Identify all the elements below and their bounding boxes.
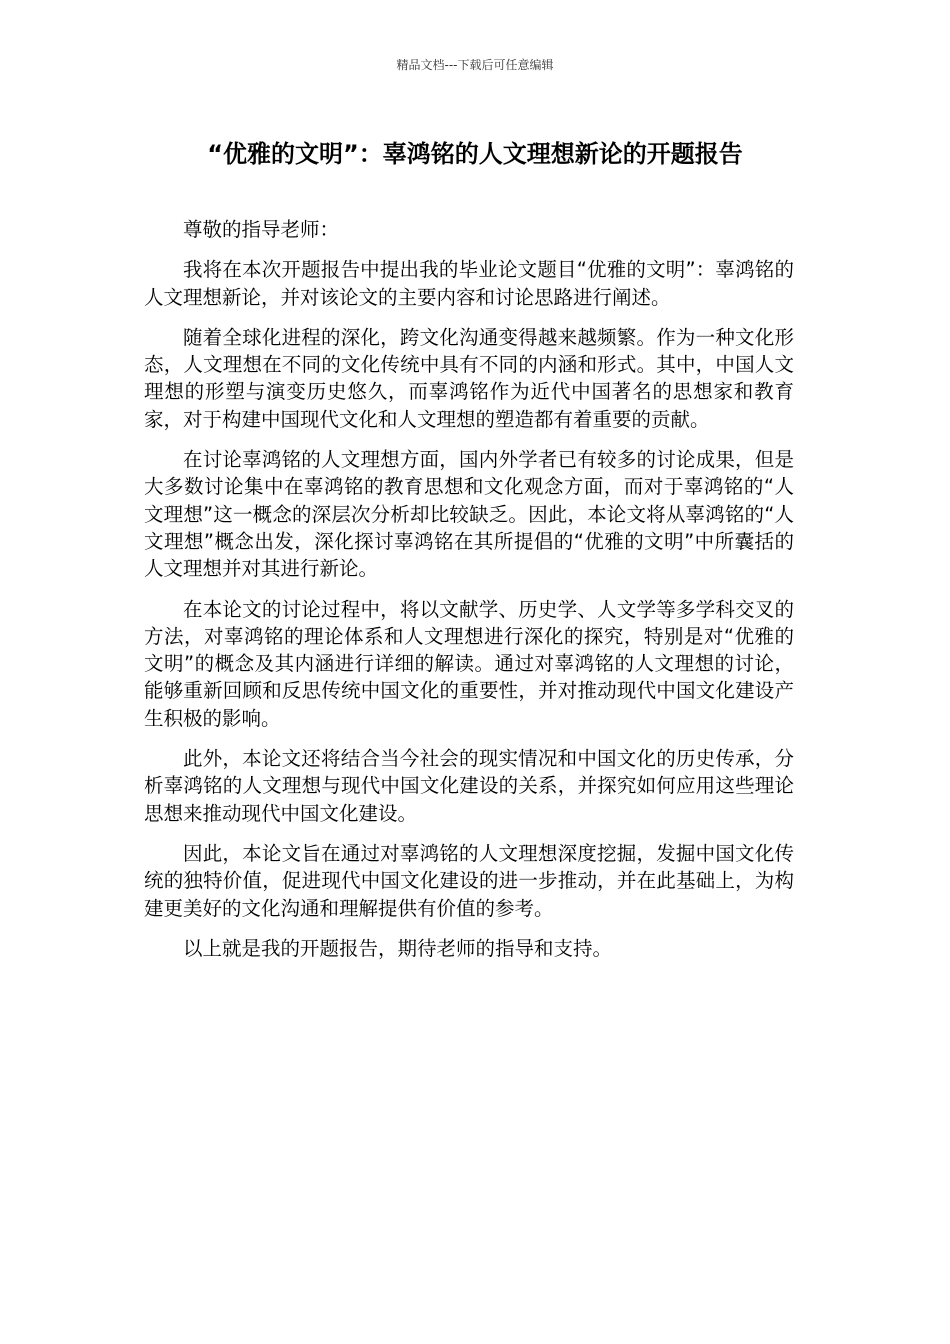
salutation: 尊敬的指导老师： bbox=[183, 218, 340, 241]
document-body bbox=[144, 216, 794, 975]
paragraph-background: 随着全球化进程的深化，跨文化沟通变得越来越频繁。作为一种文化形态，人文理想在不同的文化传统中具有不同的内涵和形式。其中，中国人文理想的形塑与演变历史悠久，而辜鸿铭作为近代中国著名的思想家和教育家，对于构建中国现代文化和人文理想的塑造都有着重要的贡献。 bbox=[144, 325, 794, 431]
document-title: “优雅的文明”：辜鸿铭的人文理想新论的开题报告 bbox=[207, 140, 743, 168]
paragraph-application: 此外，本论文还将结合当今社会的现实情况和中国文化的历史传承，分析辜鸿铭的人文理想与现代中国文化建设的关系，并探究如何应用这些理论思想来推动现代中国文化建设。 bbox=[144, 747, 794, 825]
paragraph-literature: 在讨论辜鸿铭的人文理想方面，国内外学者已有较多的讨论成果，但是大多数讨论集中在辜鸿铭的教育思想和文化观念方面，而对于辜鸿铭的“人文理想”这一概念的深层次分析却比较缺乏。因此，本论文将从辜鸿铭的“人文理想”概念出发，深化探讨辜鸿铭在其所提倡的“优雅的文明”中所囊括的人文理想并对其进行新论。 bbox=[144, 448, 794, 581]
page-header-note: 精品文档---下载后可任意编辑 bbox=[396, 58, 554, 72]
paragraph-intro: 我将在本次开题报告中提出我的毕业论文题目“优雅的文明”：辜鸿铭的人文理想新论，并对该论文的主要内容和讨论思路进行阐述。 bbox=[144, 258, 794, 309]
paragraph-method: 在本论文的讨论过程中，将以文献学、历史学、人文学等多学科交叉的方法，对辜鸿铭的理论体系和人文理想进行深化的探究，特别是对“优雅的文明”的概念及其内涵进行详细的解读。通过对辜鸿铭的人文理想的讨论，能够重新回顾和反思传统中国文化的重要性，并对推动现代中国文化建设产生积极的影响。 bbox=[144, 597, 794, 730]
paragraph-aim: 因此，本论文旨在通过对辜鸿铭的人文理想深度挖掘，发掘中国文化传统的独特价值，促进现代中国文化建设的进一步推动，并在此基础上，为构建更美好的文化沟通和理解提供有价值的参考。 bbox=[144, 841, 794, 920]
paragraph-closing: 以上就是我的开题报告，期待老师的指导和支持。 bbox=[183, 936, 613, 960]
